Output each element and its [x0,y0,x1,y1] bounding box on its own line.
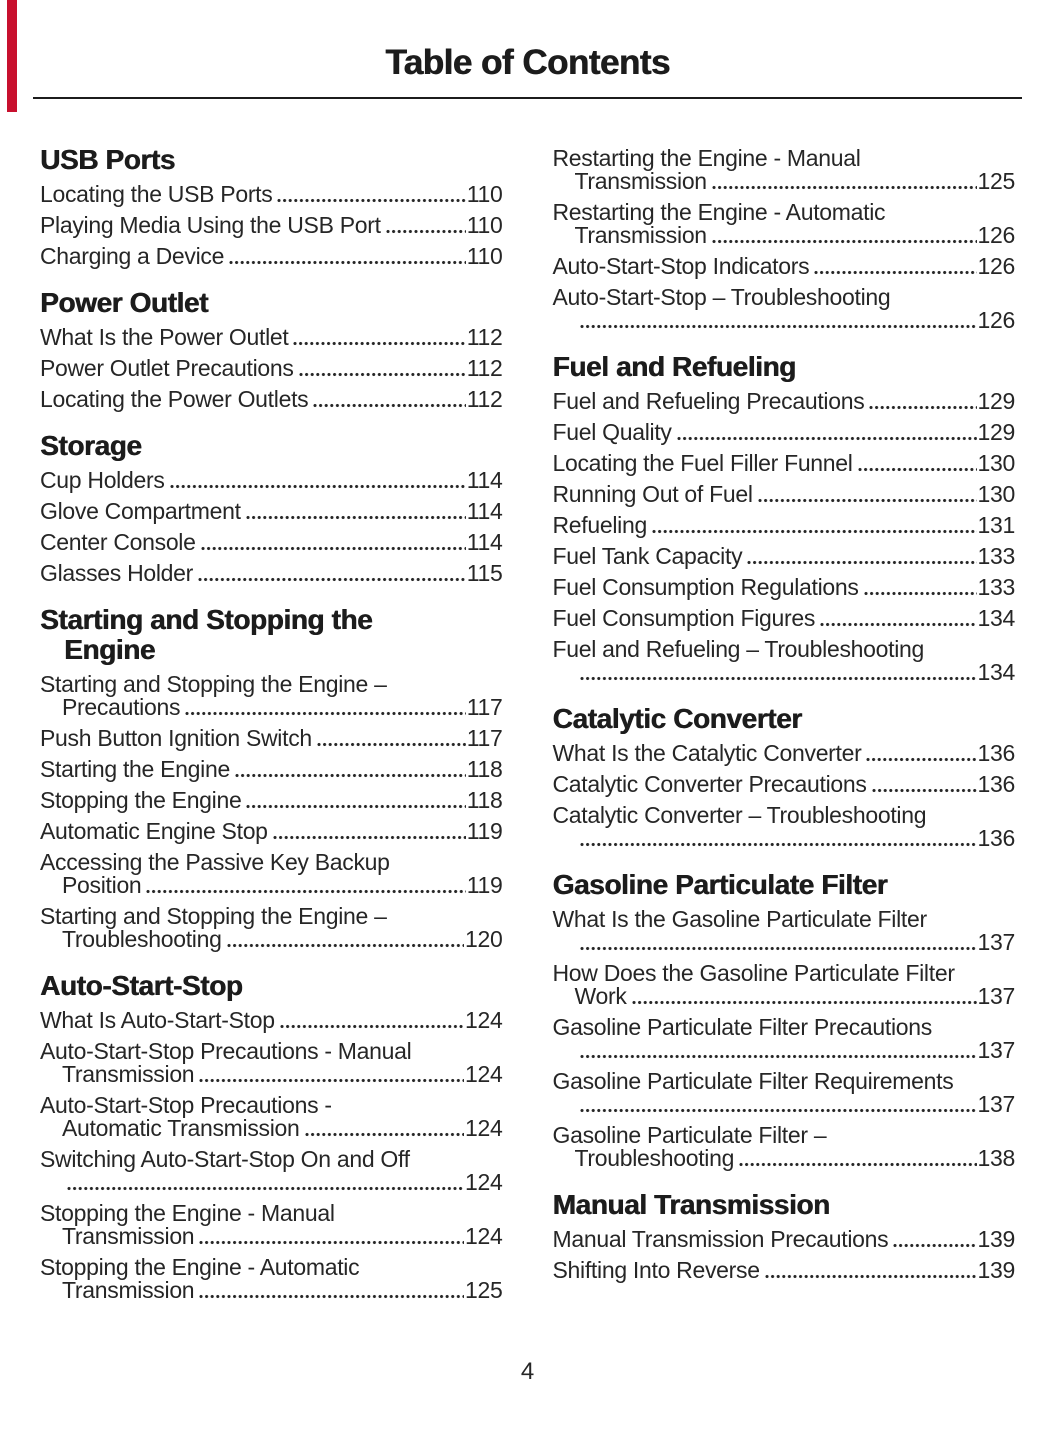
entry-page-number: 118 [466,787,503,813]
toc-entry [553,255,1016,278]
toc-entry [40,531,503,554]
entry-page-number: 137 [977,929,1015,955]
section-heading [553,704,1016,734]
section-heading [40,971,503,1001]
entry-page-number: 110 [466,181,503,207]
dot-leader [317,742,466,747]
dot-leader [229,260,466,265]
entry-page-number: 110 [466,212,503,238]
toc-entry-line [553,962,1016,985]
toc-entry-line [40,727,503,750]
entry-label: Starting and Stopping the Engine – [40,671,387,697]
entry-page-number: 118 [466,756,503,782]
entry-page-number: 120 [465,926,503,952]
entry-label: Restarting the Engine - Automatic [552,199,886,225]
toc-entry [553,286,1016,332]
toc-entry-line [553,286,1016,309]
toc-entry [40,214,503,237]
toc-section [553,1190,1016,1282]
dot-leader [580,842,977,847]
dot-leader [820,622,976,627]
toc-entry-line [40,874,503,897]
dot-leader [858,467,977,472]
entry-label: Transmission [574,222,707,248]
entry-page-number: 124 [465,1115,503,1141]
entry-label: Locating the Power Outlets [40,386,309,412]
dot-leader [712,185,977,190]
dot-leader [864,591,977,596]
entry-page-number: 119 [466,818,503,844]
entry-page-number: 114 [466,529,503,555]
dot-leader [235,773,466,778]
dot-leader [869,405,976,410]
dot-leader [814,270,976,275]
toc-entry [553,1228,1016,1251]
toc-entry [553,908,1016,954]
toc-section [553,870,1016,1170]
entry-label: Gasoline Particulate Filter Requirements [552,1068,954,1094]
entry-label: Catalytic Converter Precautions [552,771,867,797]
entry-label: Charging a Device [40,243,225,269]
entry-label: Starting and Stopping the Engine – [40,903,387,929]
entry-page-number: 125 [465,1277,503,1303]
toc-entry [40,673,503,719]
toc-entry-line [40,245,503,268]
dot-leader [67,1186,464,1191]
toc-entry-line [40,1171,503,1194]
page-number: 4 [520,1358,535,1385]
toc-entry-line [553,421,1016,444]
toc-entry-line [40,1063,503,1086]
entry-label: What Is Auto-Start-Stop [40,1007,275,1033]
entry-page-number: 129 [977,419,1015,445]
entry-label: Playing Media Using the USB Port [40,212,381,238]
dot-leader [893,1243,976,1248]
entry-label: Glasses Holder [40,560,194,586]
entry-label: Cup Holders [40,467,165,493]
entry-page-number: 124 [465,1007,503,1033]
entry-label: Auto-Start-Stop Indicators [552,253,810,279]
toc-entry-line [40,1225,503,1248]
dot-leader [280,1024,464,1029]
entry-label: Fuel Consumption Figures [552,605,816,631]
toc-entry-line [553,514,1016,537]
toc-entry [40,905,503,951]
dot-leader [866,757,976,762]
toc-entry-line [553,1093,1016,1116]
toc-entry [40,727,503,750]
toc-entry-line [553,576,1016,599]
toc-entry [553,742,1016,765]
toc-entry-line [40,562,503,585]
toc-entry [553,514,1016,537]
entry-label: Fuel and Refueling Precautions [552,388,865,414]
toc-entry-line [40,696,503,719]
entry-label: Locating the Fuel Filler Funnel [552,450,853,476]
toc-entry-line [40,469,503,492]
dot-leader [580,676,977,681]
entry-label: Fuel and Refueling – Troubleshooting [552,636,925,662]
toc-entry-line [40,758,503,781]
dot-leader [765,1274,977,1279]
toc-columns [0,145,1055,1310]
entry-page-number: 114 [466,498,503,524]
entry-page-number: 119 [466,872,503,898]
entry-label: Center Console [40,529,196,555]
dot-leader [313,403,465,408]
dot-leader [199,1240,464,1245]
entry-label: Manual Transmission Precautions [552,1226,889,1252]
toc-entry [40,1009,503,1032]
dot-leader [199,1294,464,1299]
entry-page-number: 133 [977,543,1015,569]
toc-entry-line [553,638,1016,661]
dot-leader [677,436,977,441]
toc-entry [40,789,503,812]
entry-label: Transmission [574,168,707,194]
toc-entry [40,388,503,411]
toc-entry-line [553,985,1016,1008]
entry-label: Troubleshooting [62,926,222,952]
toc-entry [40,357,503,380]
toc-entry-line [40,1256,503,1279]
entry-label: Stopping the Engine - Automatic [40,1254,360,1280]
dot-leader [227,943,464,948]
toc-entry-line [40,1148,503,1171]
toc-entry-line [553,147,1016,170]
toc-entry [553,421,1016,444]
toc-entry [553,545,1016,568]
entry-page-number: 126 [977,253,1015,279]
toc-entry-line [553,224,1016,247]
toc-column-left [40,145,503,1310]
dot-leader [580,1108,977,1113]
toc-entry [553,147,1016,193]
entry-page-number: 126 [977,307,1015,333]
toc-entry-line [40,789,503,812]
toc-entry-line [40,1040,503,1063]
toc-section [553,704,1016,850]
toc-entry [553,638,1016,684]
entry-label: Stopping the Engine [40,787,242,813]
toc-entry-line [553,1039,1016,1062]
entry-page-number: 139 [977,1226,1015,1252]
toc-entry-line [553,1259,1016,1282]
dot-leader [747,560,976,565]
toc-entry-line [40,1202,503,1225]
toc-entry-line [553,452,1016,475]
page-title: Table of Contents [385,43,670,82]
toc-entry [553,607,1016,630]
toc-column-right [553,145,1016,1310]
entry-page-number: 112 [466,355,503,381]
toc-entry [40,1202,503,1248]
section-heading-line: Starting and Stopping the [40,604,373,635]
entry-label: Transmission [62,1061,195,1087]
section-heading [40,145,503,175]
toc-entry [553,390,1016,413]
toc-entry-line [553,1016,1016,1039]
entry-page-number: 112 [466,324,503,350]
dot-leader [758,498,977,503]
dot-leader [277,198,465,203]
toc-entry-line [553,255,1016,278]
entry-label: Push Button Ignition Switch [40,725,312,751]
toc-entry-line [553,742,1016,765]
toc-entry-line [40,1094,503,1117]
entry-page-number: 136 [977,825,1015,851]
toc-entry [553,1016,1016,1062]
section-heading [40,431,503,461]
toc-entry-line [553,483,1016,506]
entry-page-number: 129 [977,388,1015,414]
entry-label: Auto-Start-Stop Precautions - [40,1092,332,1118]
toc-entry-line [553,908,1016,931]
dot-leader [293,341,465,346]
entry-label: How Does the Gasoline Particulate Filter [552,960,955,986]
section-heading-line: USB Ports [40,144,175,175]
section-heading [553,1190,1016,1220]
dot-leader [170,484,466,489]
section-heading-line: Manual Transmission [552,1189,830,1220]
toc-entry-line [553,390,1016,413]
entry-label: Starting the Engine [40,756,230,782]
section-heading-line: Auto-Start-Stop [40,970,243,1001]
toc-entry [553,1070,1016,1116]
entry-page-number: 130 [977,450,1015,476]
toc-entry-line [40,531,503,554]
entry-page-number: 114 [466,467,503,493]
dot-leader [386,229,466,234]
section-heading-line: Gasoline Particulate Filter [552,869,888,900]
toc-entry [40,758,503,781]
entry-label: Fuel Tank Capacity [552,543,743,569]
toc-entry [40,851,503,897]
toc-entry-line [553,827,1016,850]
dot-leader [246,515,466,520]
entry-page-number: 130 [977,481,1015,507]
entry-label: Refueling [552,512,647,538]
entry-label: Transmission [62,1277,195,1303]
toc-entry [553,1124,1016,1170]
toc-entry-line [553,1228,1016,1251]
toc-entry-line [40,326,503,349]
toc-entry [553,804,1016,850]
entry-page-number: 117 [466,694,503,720]
toc-entry-line [40,500,503,523]
toc-section [553,147,1016,332]
entry-page-number: 124 [465,1061,503,1087]
chapter-color-tab [7,0,17,112]
dot-leader [580,946,977,951]
toc-entry [553,773,1016,796]
entry-page-number: 136 [977,740,1015,766]
section-heading [40,605,503,665]
entry-label: What Is the Gasoline Particulate Filter [552,906,927,932]
dot-leader [185,711,466,716]
dot-leader [273,835,466,840]
toc-entry-line [40,673,503,696]
toc-section [553,352,1016,684]
dot-leader [580,1054,977,1059]
dot-leader [198,577,466,582]
dot-leader [246,804,465,809]
dot-leader [632,1000,977,1005]
section-heading-line: Storage [40,430,142,461]
toc-entry-line [553,661,1016,684]
entry-page-number: 115 [466,560,503,586]
toc-entry [40,326,503,349]
entry-page-number: 137 [977,1037,1015,1063]
toc-entry-line [553,1124,1016,1147]
toc-entry [553,962,1016,1008]
entry-page-number: 124 [465,1169,503,1195]
toc-entry-line [40,214,503,237]
entry-label: What Is the Power Outlet [40,324,289,350]
toc-entry-line [40,905,503,928]
toc-section [40,288,503,411]
entry-page-number: 134 [977,605,1015,631]
entry-label: Troubleshooting [574,1145,735,1171]
toc-entry [40,183,503,206]
toc-entry-line [40,851,503,874]
toc-entry-line [553,931,1016,954]
entry-label: Fuel Consumption Regulations [552,574,859,600]
entry-label: Stopping the Engine - Manual [40,1200,335,1226]
entry-label: Automatic Engine Stop [40,818,268,844]
toc-entry-line [553,170,1016,193]
entry-page-number: 125 [977,168,1015,194]
toc-entry-line [553,309,1016,332]
entry-label: Running Out of Fuel [552,481,753,507]
dot-leader [146,889,465,894]
entry-page-number: 139 [977,1257,1015,1283]
toc-entry-line [40,1279,503,1302]
entry-page-number: 117 [466,725,503,751]
entry-page-number: 133 [977,574,1015,600]
toc-entry-line [553,804,1016,827]
toc-section [40,431,503,585]
toc-entry [40,820,503,843]
toc-entry [40,469,503,492]
toc-entry [40,1094,503,1140]
entry-label: Switching Auto-Start-Stop On and Off [40,1146,410,1172]
toc-entry-line [40,183,503,206]
entry-label: Glove Compartment [40,498,241,524]
entry-page-number: 137 [977,1091,1015,1117]
toc-entry-line [40,357,503,380]
toc-section [40,145,503,268]
entry-label: Power Outlet Precautions [40,355,294,381]
dot-leader [305,1132,464,1137]
entry-label: Accessing the Passive Key Backup [40,849,390,875]
toc-entry-line [40,928,503,951]
section-heading-line: Engine [64,634,155,665]
dot-leader [299,372,466,377]
toc-entry-line [40,388,503,411]
toc-entry-line [40,1009,503,1032]
toc-entry-line [40,820,503,843]
dot-leader [580,324,977,329]
toc-entry-line [553,1147,1016,1170]
section-heading [40,288,503,318]
toc-entry-line [553,773,1016,796]
toc-entry [40,562,503,585]
entry-page-number: 136 [977,771,1015,797]
dot-leader [199,1078,464,1083]
entry-label: Work [574,983,627,1009]
toc-entry [553,201,1016,247]
section-heading-line: Power Outlet [40,287,208,318]
entry-label: Restarting the Engine - Manual [552,145,861,171]
dot-leader [872,788,977,793]
entry-page-number: 112 [466,386,503,412]
toc-entry-line [553,1070,1016,1093]
dot-leader [712,239,977,244]
entry-label: Auto-Start-Stop Precautions - Manual [40,1038,412,1064]
dot-leader [652,529,977,534]
section-heading [553,870,1016,900]
entry-page-number: 126 [977,222,1015,248]
entry-label: Transmission [62,1223,195,1249]
toc-entry [553,1259,1016,1282]
toc-entry-line [553,201,1016,224]
toc-entry [40,1040,503,1086]
section-heading-line: Fuel and Refueling [552,351,796,382]
entry-label: Gasoline Particulate Filter – [552,1122,827,1148]
entry-label: Shifting Into Reverse [552,1257,760,1283]
toc-entry-line [40,1117,503,1140]
entry-label: What Is the Catalytic Converter [552,740,862,766]
toc-entry [40,245,503,268]
entry-label: Auto-Start-Stop – Troubleshooting [552,284,891,310]
entry-label: Catalytic Converter – Troubleshooting [552,802,927,828]
entry-label: Position [62,872,142,898]
toc-entry-line [553,607,1016,630]
toc-entry [40,1256,503,1302]
title-rule [33,97,1022,99]
entry-label: Locating the USB Ports [40,181,273,207]
toc-entry [40,500,503,523]
section-heading-line: Catalytic Converter [552,703,802,734]
entry-page-number: 134 [977,659,1015,685]
dot-leader [201,546,466,551]
entry-label: Precautions [62,694,181,720]
entry-page-number: 137 [977,983,1015,1009]
entry-page-number: 110 [466,243,503,269]
toc-section [40,605,503,951]
entry-label: Automatic Transmission [62,1115,300,1141]
toc-entry [553,576,1016,599]
section-heading [553,352,1016,382]
entry-label: Gasoline Particulate Filter Precautions [552,1014,932,1040]
toc-entry [40,1148,503,1194]
toc-section [40,971,503,1302]
entry-page-number: 124 [465,1223,503,1249]
entry-page-number: 138 [977,1145,1015,1171]
toc-entry-line [553,545,1016,568]
entry-label: Fuel Quality [552,419,672,445]
toc-entry [553,452,1016,475]
entry-page-number: 131 [977,512,1015,538]
dot-leader [739,1162,976,1167]
toc-entry [553,483,1016,506]
